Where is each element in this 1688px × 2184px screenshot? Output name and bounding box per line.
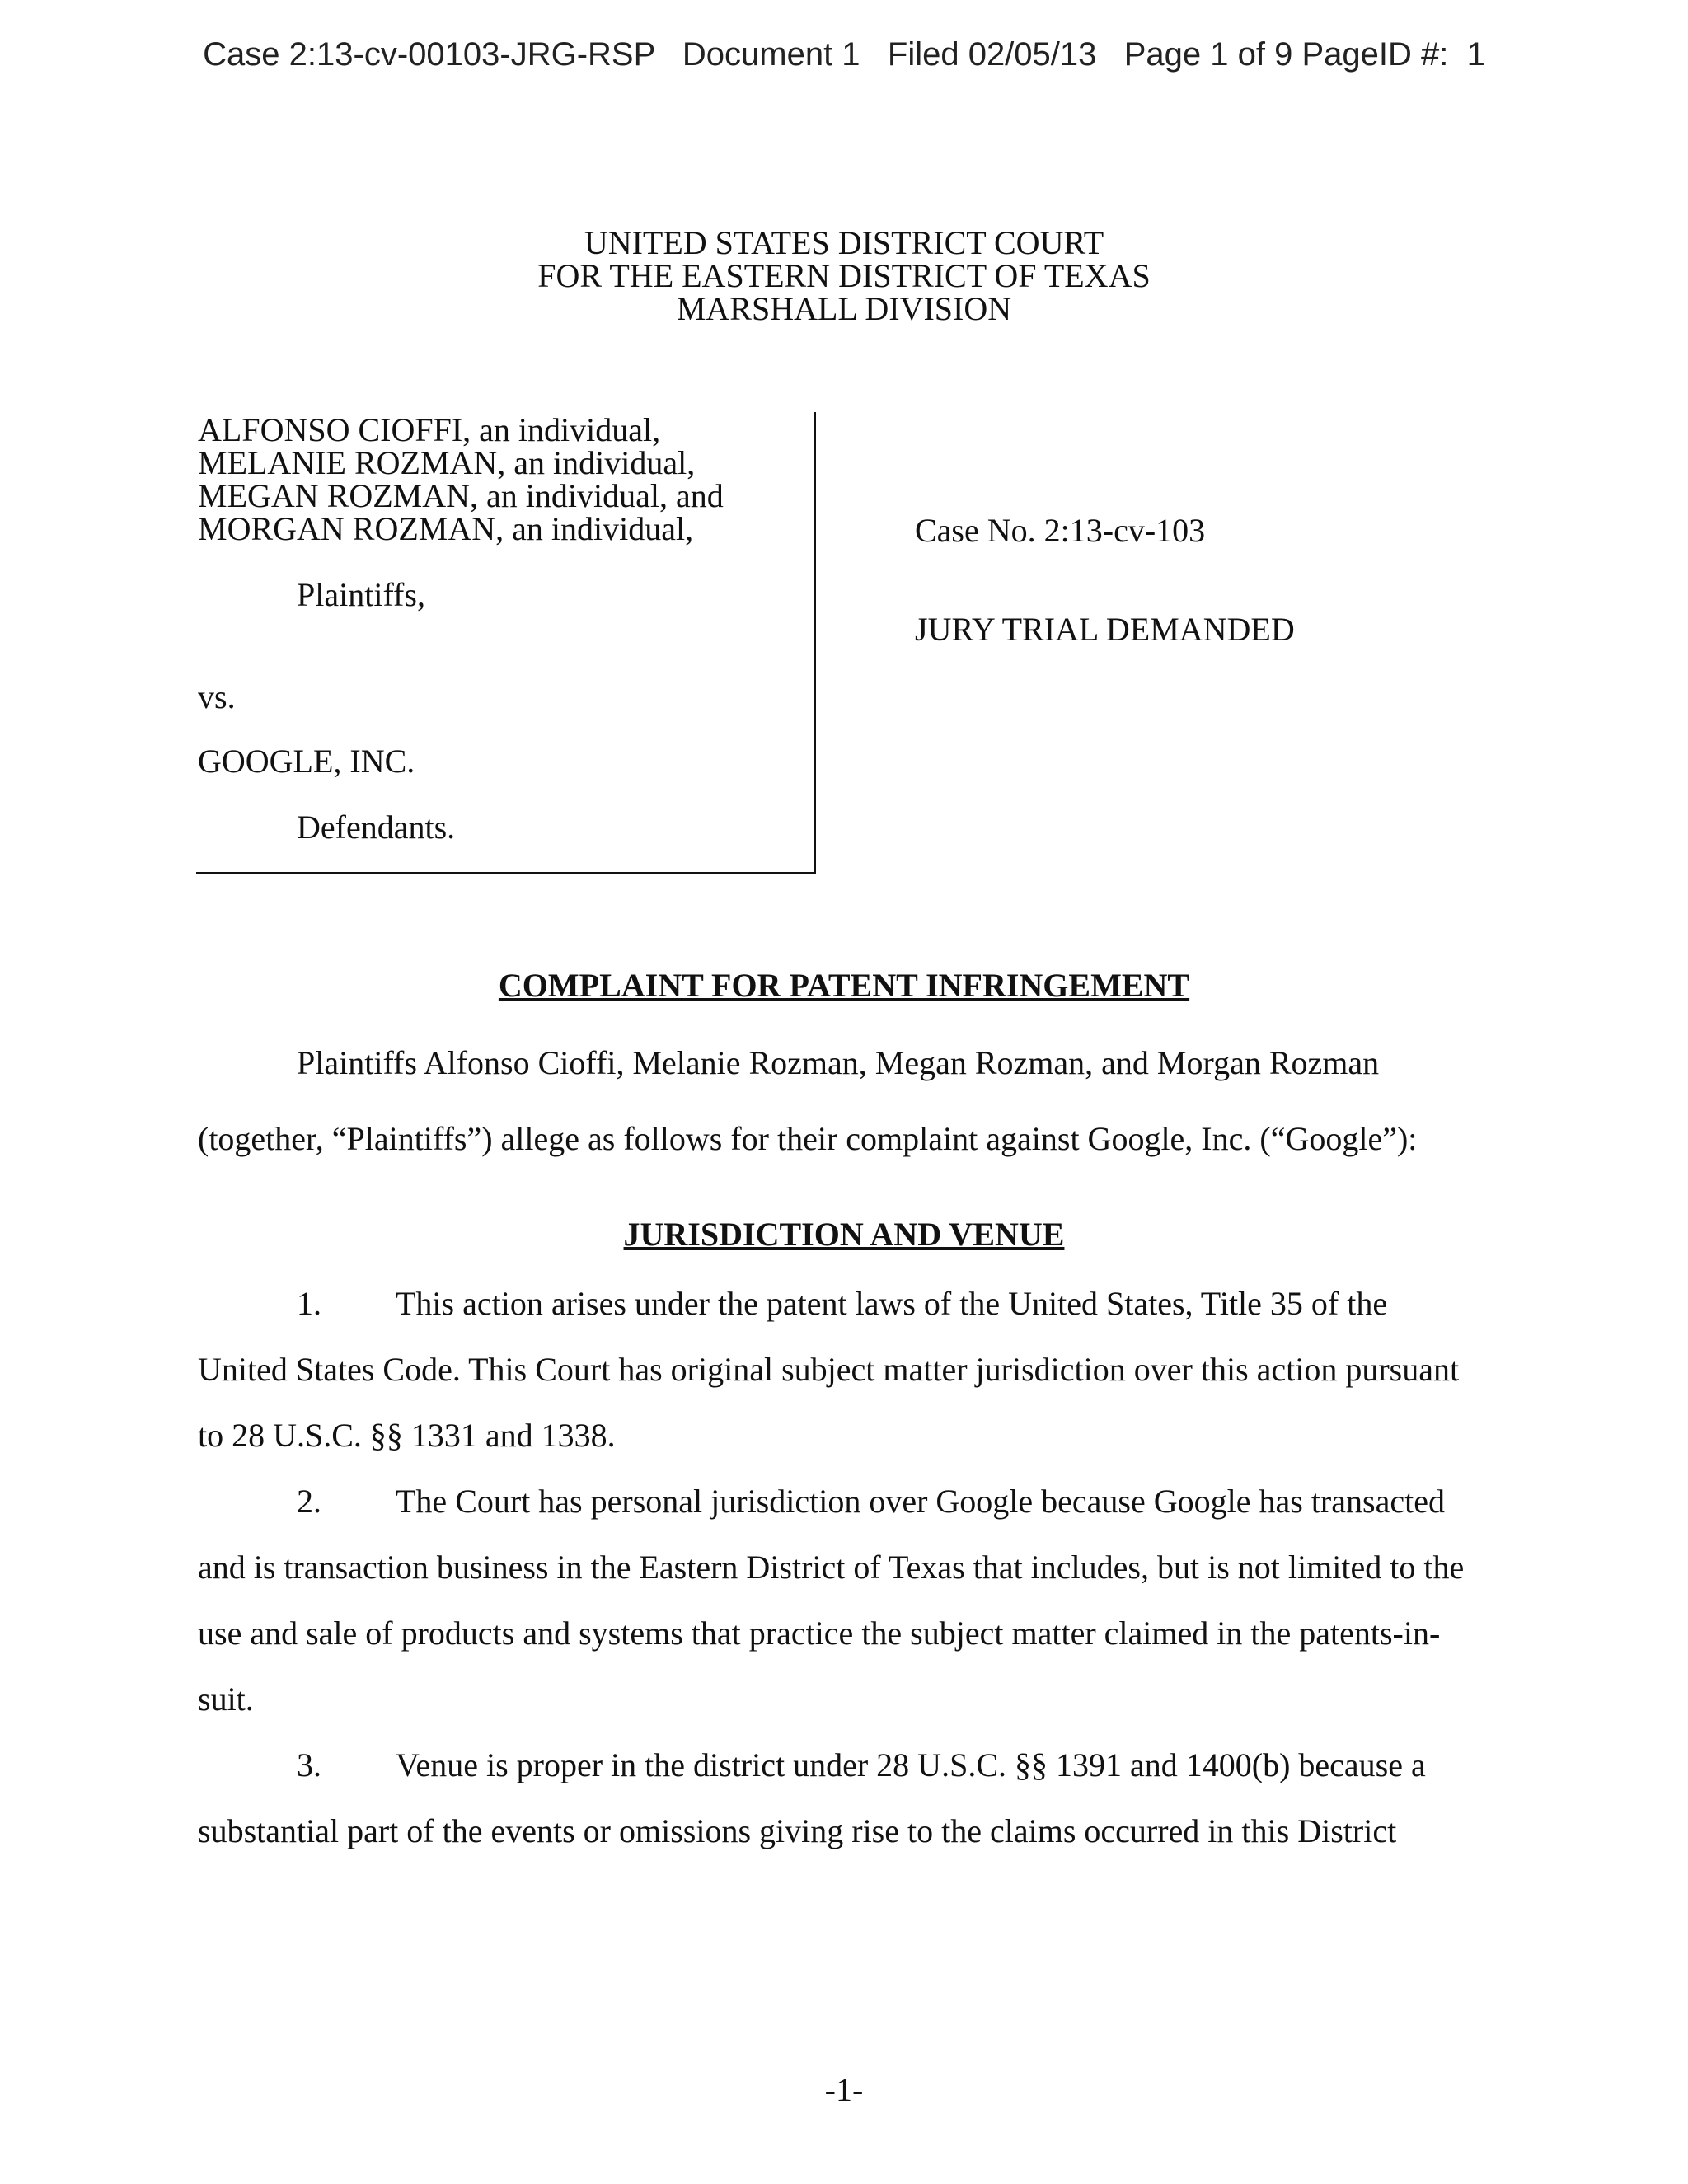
paragraph-number: 2.	[297, 1483, 321, 1520]
court-division: MARSHALL DIVISION	[676, 290, 1012, 327]
court-caption	[0, 224, 1688, 327]
case-number: Case No. 2:13-cv-103	[915, 512, 1206, 549]
section-heading: JURISDICTION AND VENUE	[623, 1216, 1065, 1253]
caption-divider-horizontal	[196, 872, 816, 874]
defendant-name: GOOGLE, INC.	[198, 743, 415, 780]
paragraph-line: suit.	[198, 1680, 254, 1718]
complaint-title: COMPLAINT FOR PATENT INFRINGEMENT	[498, 967, 1190, 1004]
page-number: -1-	[824, 2071, 864, 2108]
paragraph-line: use and sale of products and systems that practice the subject matter claimed in the patents-in-	[198, 1615, 1441, 1652]
plaintiff-line: MEGAN ROZMAN, an individual, and	[198, 477, 724, 514]
defendants-label: Defendants.	[297, 808, 456, 846]
plaintiffs-label: Plaintiffs,	[297, 576, 425, 613]
paragraph-number: 1.	[297, 1285, 321, 1322]
paragraph-line: United States Code. This Court has original subject matter jurisdiction over this action pursuant	[198, 1351, 1460, 1388]
paragraph-line: to 28 U.S.C. §§ 1331 and 1338.	[198, 1417, 616, 1454]
paragraph-line: substantial part of the events or omissions giving rise to the claims occurred in this District	[198, 1812, 1397, 1849]
plaintiff-line: MELANIE ROZMAN, an individual,	[198, 444, 696, 481]
intro-line: Plaintiffs Alfonso Cioffi, Melanie Rozman, Megan Rozman, and Morgan Rozman	[297, 1044, 1380, 1081]
court-district: FOR THE EASTERN DISTRICT OF TEXAS	[537, 257, 1151, 294]
paragraph-number: 3.	[297, 1746, 321, 1783]
plaintiffs-block	[198, 411, 808, 547]
intro-line: (together, “Plaintiffs”) allege as follows for their complaint against Google, Inc. (“Google”):	[198, 1120, 1418, 1157]
caption-divider-vertical	[814, 412, 816, 874]
plaintiff-line: MORGAN ROZMAN, an individual,	[198, 510, 694, 547]
court-name: UNITED STATES DISTRICT COURT	[584, 224, 1104, 261]
paragraph-line: and is transaction business in the Eastern District of Texas that includes, but is not limited to the	[198, 1549, 1465, 1586]
vs-label: vs.	[198, 678, 236, 715]
paragraph-line: Venue is proper in the district under 28 U.S.C. §§ 1391 and 1400(b) because a	[396, 1746, 1426, 1783]
paragraph-line: This action arises under the patent laws of the United States, Title 35 of the	[396, 1285, 1388, 1322]
document-header: Case 2:13-cv-00103-JRG-RSP Document 1 Filed 02/05/13 Page 1 of 9 PageID #: 1	[203, 36, 1485, 73]
plaintiff-line: ALFONSO CIOFFI, an individual,	[198, 411, 661, 448]
paragraph-line: The Court has personal jurisdiction over Google because Google has transacted	[396, 1483, 1445, 1520]
jury-demand: JURY TRIAL DEMANDED	[915, 611, 1295, 648]
